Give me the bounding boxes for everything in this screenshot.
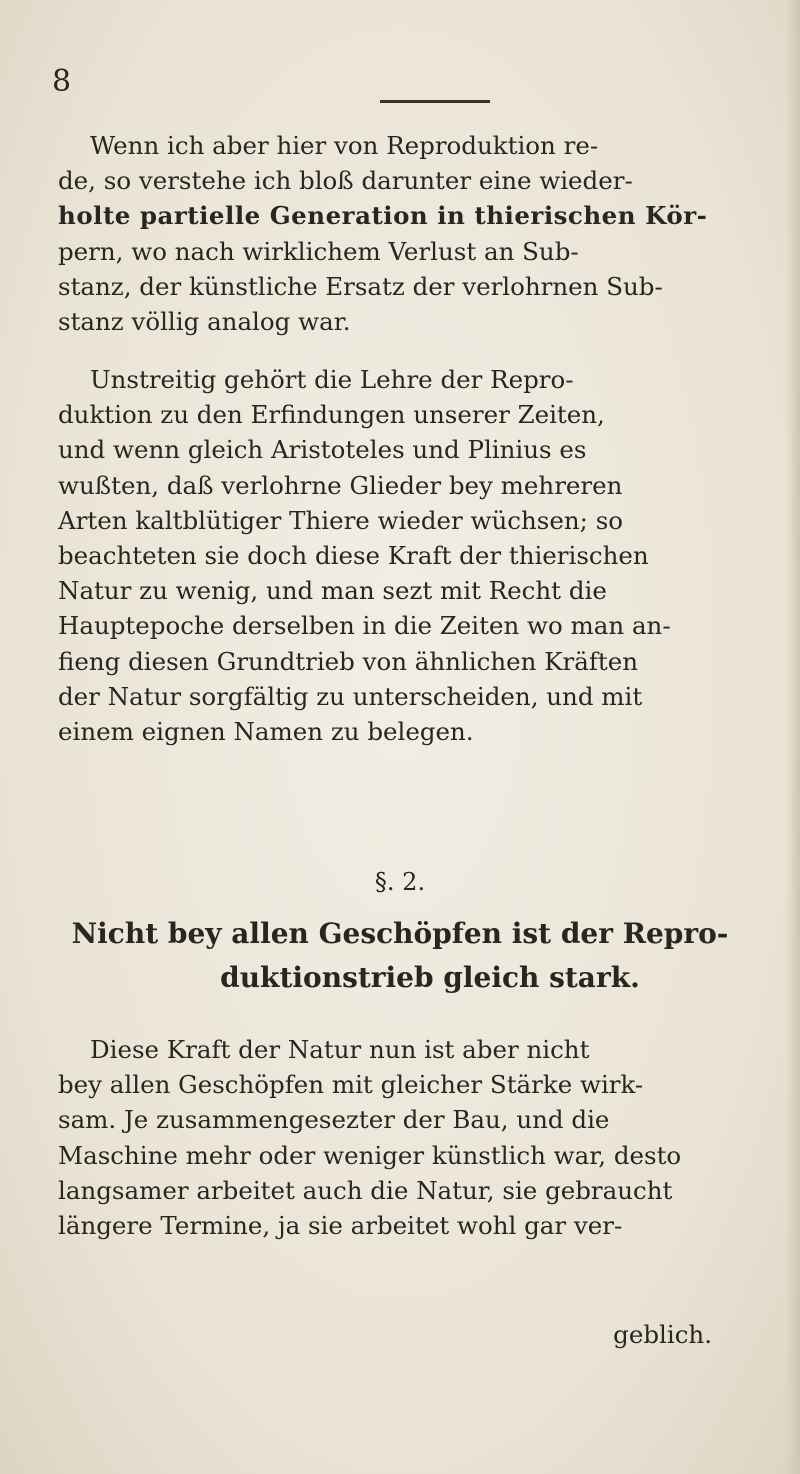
text-line: Arten kaltblütiger Thiere wieder wüchsen; so <box>58 505 624 535</box>
text-line: Wenn ich aber hier von Reproduktion re- <box>90 131 599 160</box>
catchword: geblich. <box>613 1320 712 1349</box>
section-title <box>0 912 800 1000</box>
text-line: bey allen Geschöpfen mit gleicher Stärke wirk- <box>58 1070 644 1100</box>
text-line: holte partielle Generation in thierischen Kör- <box>58 201 708 231</box>
text-line: sam. Je zusammengesezter der Bau, und die <box>58 1105 610 1135</box>
text-line: und wenn gleich Aristoteles und Plinius es <box>58 435 587 465</box>
header-rule <box>380 100 490 103</box>
text-line: beachteten sie doch diese Kraft der thierischen <box>58 541 649 571</box>
text-line: de, so verstehe ich bloß darunter eine wieder- <box>58 166 633 196</box>
page-number: 8 <box>52 64 72 99</box>
text-line: Maschine mehr oder weniger künstlich war, desto <box>58 1140 682 1170</box>
text-line: Hauptepoche derselben in die Zeiten wo man an- <box>58 611 671 641</box>
text-line: stanz völlig analog war. <box>58 307 351 337</box>
page-edge <box>786 0 800 1474</box>
text-line: wußten, daß verlohrne Glieder bey mehreren <box>58 470 623 500</box>
section-number: §. 2. <box>374 868 426 896</box>
text-line: der Natur sorgfältig zu unterscheiden, und mit <box>58 681 643 711</box>
text-line: duktion zu den Erfindungen unserer Zeiten, <box>58 400 605 430</box>
text-line: pern, wo nach wirklichem Verlust an Sub- <box>58 236 579 266</box>
text-line: Diese Kraft der Natur nun ist aber nicht <box>90 1035 590 1064</box>
paragraph-1 <box>58 128 774 339</box>
text-line: stanz, der künstliche Ersatz der verlohrnen Sub- <box>58 271 663 301</box>
text-line: langsamer arbeitet auch die Natur, sie gebraucht <box>58 1175 673 1205</box>
text-line: fieng diesen Grundtrieb von ähnlichen Kräften <box>58 646 639 676</box>
text-line: einem eignen Namen zu belegen. <box>58 717 474 747</box>
paragraph-2 <box>58 362 774 749</box>
text-line: Unstreitig gehört die Lehre der Repro- <box>90 365 574 394</box>
text-line: längere Termine, ja sie arbeitet wohl gar ver- <box>58 1211 623 1241</box>
paragraph-3 <box>58 1032 774 1243</box>
text-line: Natur zu wenig, und man sezt mit Recht die <box>58 576 607 606</box>
section-title-line: duktionstrieb gleich stark. <box>220 961 640 994</box>
section-title-line: Nicht bey allen Geschöpfen ist der Repro- <box>71 917 729 950</box>
